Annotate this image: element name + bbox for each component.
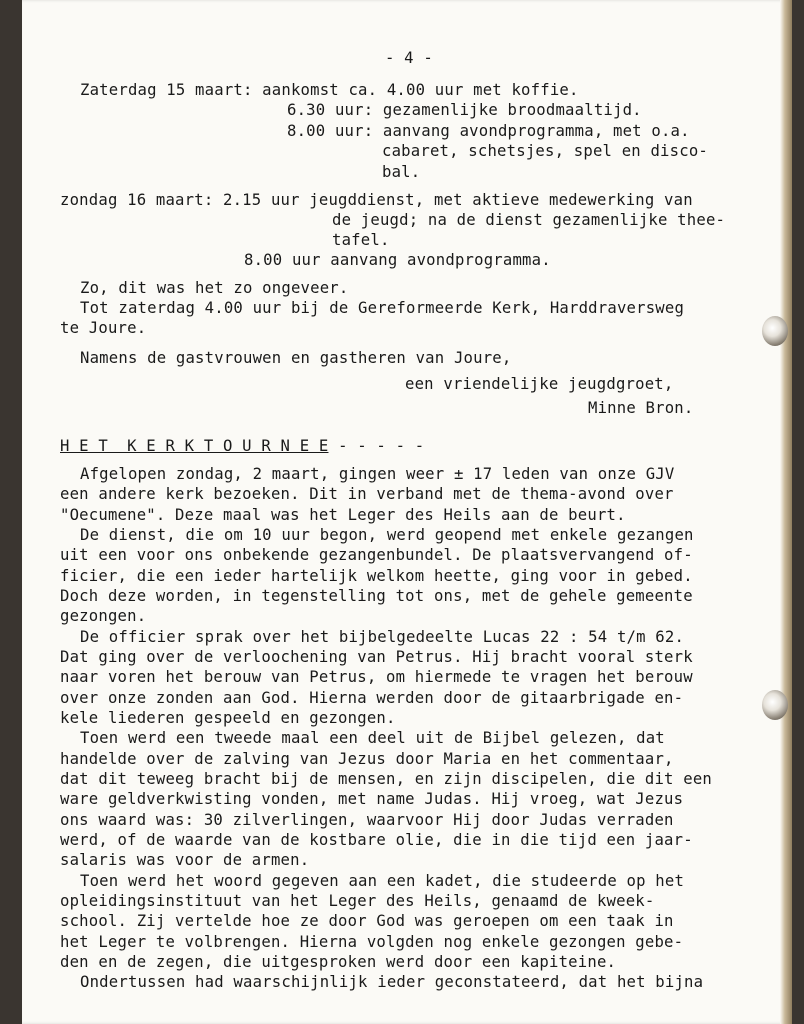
body-line: over onze zonden aan God. Hierna werden door de gitaarbrigade en-: [60, 689, 684, 707]
body-line: kele liederen gespeeld en gezongen.: [60, 709, 396, 727]
punch-hole-bottom: [762, 690, 788, 720]
body-line: Afgelopen zondag, 2 maart, gingen weer ± 17 leden van onze GJV: [80, 465, 675, 483]
closing-line: te Joure.: [60, 319, 147, 337]
body-line: een andere kerk bezoeken. Dit in verband met de thema-avond over: [60, 485, 674, 503]
schedule-line: de jeugd; na de dienst gezamenlijke thee-: [332, 211, 726, 229]
section-heading-dashes: - - - - -: [338, 437, 425, 455]
body-line: gezongen.: [60, 607, 147, 625]
closing-line: Tot zaterdag 4.00 uur bij de Gereformeerde Kerk, Harddraversweg: [80, 299, 685, 317]
body-line: Dat ging over de verloochening van Petrus. Hij bracht vooral sterk: [60, 648, 693, 666]
signoff-line: Namens de gastvrouwen en gastheren van Joure,: [80, 349, 512, 367]
body-line: Toen werd een tweede maal een deel uit de Bijbel gelezen, dat: [80, 729, 665, 747]
body-line: school. Zij vertelde hoe ze door God was geroepen om een taak in: [60, 912, 674, 930]
body-line: den en de zegen, die uitgesproken werd door een kapiteine.: [60, 953, 617, 971]
section-heading: [60, 436, 424, 456]
schedule-line: tafel.: [332, 231, 390, 249]
body-line: opleidingsinstituut van het Leger des Heils, genaamd de kweek-: [60, 892, 655, 910]
body-line: ons waard was: 30 zilverlingen, waarvoor Hij door Judas verraden: [60, 811, 674, 829]
schedule-line: 8.00 uur: aanvang avondprogramma, met o.a.: [287, 122, 690, 140]
schedule-line: bal.: [382, 163, 421, 181]
body-line: uit een voor ons onbekende gezangenbundel. De plaatsvervangend of-: [60, 546, 693, 564]
schedule-line: 8.00 uur aanvang avondprogramma.: [244, 251, 551, 269]
schedule-line: cabaret, schetsjes, spel en disco-: [382, 142, 708, 160]
body-line: handelde over de zalving van Jezus door Maria en het commentaar,: [60, 750, 674, 768]
schedule-line: 6.30 uur: gezamenlijke broodmaaltijd.: [287, 101, 642, 119]
page-edge: [780, 0, 792, 1024]
body-line: "Oecumene". Deze maal was het Leger des Heils aan de beurt.: [60, 506, 626, 524]
signature: Minne Bron.: [588, 399, 694, 417]
body-line: De officier sprak over het bijbelgedeelte Lucas 22 : 54 t/m 62.: [80, 628, 685, 646]
body-line: Doch deze worden, in tegenstelling tot ons, met de gehele gemeente: [60, 587, 693, 605]
body-line: ware geldverkwisting vonden, met name Judas. Hij vroeg, wat Jezus: [60, 790, 684, 808]
schedule-line: zondag 16 maart: 2.15 uur jeugddienst, met aktieve medewerking van: [60, 191, 693, 209]
body-line: naar voren het berouw van Petrus, om hiermede te vragen het berouw: [60, 668, 693, 686]
body-line: Toen werd het woord gegeven aan een kadet, die studeerde op het: [80, 872, 685, 890]
body-line: De dienst, die om 10 uur begon, werd geopend met enkele gezangen: [80, 526, 694, 544]
section-heading-title: H E T K E R K T O U R N E E: [60, 437, 329, 455]
body-line: ficier, die een ieder hartelijk welkom heette, ging voor in gebed.: [60, 567, 693, 585]
body-line: het Leger te volbrengen. Hierna volgden nog enkele gezongen gebe-: [60, 933, 684, 951]
signoff-line: een vriendelijke jeugdgroet,: [405, 375, 674, 393]
closing-line: Zo, dit was het zo ongeveer.: [80, 279, 349, 297]
schedule-line: Zaterdag 15 maart: aankomst ca. 4.00 uur met koffie.: [80, 81, 579, 99]
body-line: Ondertussen had waarschijnlijk ieder geconstateerd, dat het bijna: [80, 973, 704, 991]
page-number: - 4 -: [385, 49, 433, 67]
body-line: werd, of de waarde van de kostbare olie, die in die tijd een jaar-: [60, 831, 693, 849]
body-line: salaris was voor de armen.: [60, 851, 310, 869]
punch-hole-top: [762, 316, 788, 346]
body-line: dat dit teweeg bracht bij de mensen, en zijn discipelen, die dit een: [60, 770, 712, 788]
